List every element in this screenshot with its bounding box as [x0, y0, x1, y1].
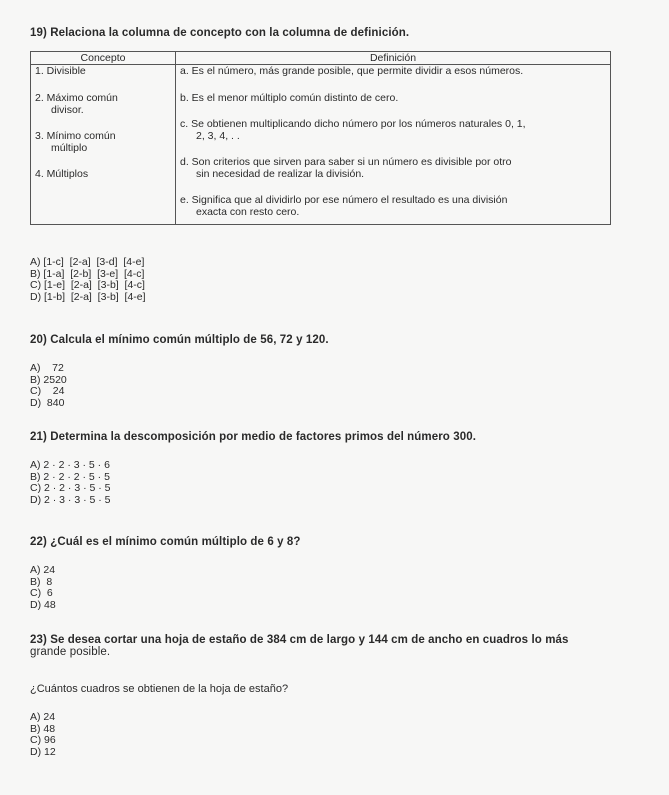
q20-title: 20) Calcula el mínimo común múltiplo de 56, 72 y 120. — [30, 334, 329, 346]
q23-question: ¿Cuántos cuadros se obtienen de la hoja de estaño? — [30, 683, 289, 695]
option-a[interactable]: A) 24 — [30, 564, 56, 576]
q20-options — [30, 363, 67, 409]
q21-options — [30, 460, 111, 506]
option-d[interactable]: D) 840 — [30, 396, 65, 409]
matching-table — [30, 51, 611, 225]
option-b[interactable]: B) 8 — [30, 575, 53, 588]
concept-item-1: 1. Divisible — [35, 65, 86, 77]
concept-item-3: 3. Mínimo común múltiplo — [35, 130, 116, 154]
concept-item-4: 4. Múltiplos — [35, 168, 89, 180]
option-a[interactable]: A) [1-c] [2-a] [3-d] [4-e] — [30, 256, 145, 268]
concept-header: Concepto — [31, 52, 176, 65]
q22-options — [30, 565, 56, 611]
option-b[interactable]: B) 2 · 2 · 2 · 5 · 5 — [30, 470, 110, 483]
option-a[interactable]: A) 24 — [30, 711, 56, 723]
definition-column — [176, 65, 611, 225]
option-c[interactable]: C) 96 — [30, 734, 56, 746]
option-d[interactable]: D) 12 — [30, 745, 56, 758]
definition-item-e: e. Significa que al dividirlo por ese número el resultado es una división exacta con resto cero. — [180, 194, 508, 218]
option-d[interactable]: D) 48 — [30, 598, 56, 611]
option-b[interactable]: B) 48 — [30, 722, 56, 735]
q19-title: 19) Relaciona la columna de concepto con la columna de definición. — [30, 27, 410, 39]
option-c[interactable]: C) 24 — [30, 385, 65, 397]
option-d[interactable]: D) [1-b] [2-a] [3-b] [4-e] — [30, 290, 146, 303]
definition-item-c: c. Se obtienen multiplicando dicho número por los números naturales 0, 1, 2, 3, 4, . . — [180, 118, 526, 142]
definition-item-b: b. Es el menor múltiplo común distinto de cero. — [180, 92, 399, 104]
option-d[interactable]: D) 2 · 3 · 3 · 5 · 5 — [30, 493, 111, 506]
definition-item-a: a. Es el número, más grande posible, que permite dividir a esos números. — [180, 65, 524, 77]
option-b[interactable]: B) 2520 — [30, 373, 67, 386]
q19-options — [30, 257, 146, 303]
option-c[interactable]: C) [1-e] [2-a] [3-b] [4-c] — [30, 279, 145, 291]
concept-column — [31, 65, 176, 225]
option-a[interactable]: A) 2 · 2 · 3 · 5 · 6 — [30, 459, 110, 471]
q22-title: 22) ¿Cuál es el mínimo común múltiplo de 6 y 8? — [30, 536, 301, 548]
option-c[interactable]: C) 2 · 2 · 3 · 5 · 5 — [30, 482, 111, 494]
concept-item-2: 2. Máximo común divisor. — [35, 92, 118, 116]
option-a[interactable]: A) 72 — [30, 362, 64, 374]
q23-title: 23) Se desea cortar una hoja de estaño de 384 cm de largo y 144 cm de ancho en cuadros lo más grande posible. — [30, 634, 569, 658]
option-c[interactable]: C) 6 — [30, 587, 53, 599]
q21-title: 21) Determina la descomposición por medio de factores primos del número 300. — [30, 431, 477, 443]
definition-header: Definición — [176, 52, 611, 65]
definition-item-d: d. Son criterios que sirven para saber si un número es divisible por otro sin necesidad de realizar la división. — [180, 156, 512, 180]
option-b[interactable]: B) [1-a] [2-b] [3-e] [4-c] — [30, 267, 145, 280]
q23-options — [30, 712, 56, 758]
